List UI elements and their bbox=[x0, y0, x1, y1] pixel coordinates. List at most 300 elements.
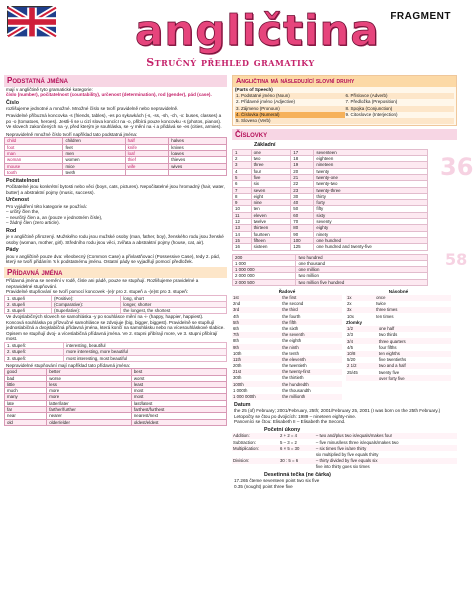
cardinal-row-cell: 6 bbox=[233, 181, 252, 187]
fraction-row-cell bbox=[346, 375, 378, 381]
operation-row-cell: Subtraction: bbox=[233, 439, 256, 445]
ordinal-row-cell: the thirtieth bbox=[282, 375, 304, 381]
big-number-row-cell: one thousand bbox=[296, 260, 428, 266]
article-item: – žádný člen (zero article). bbox=[6, 220, 60, 226]
cardinal-row-cell: 70 bbox=[291, 219, 314, 225]
nouns-categories: číslo (number), počitatelnost (countability), určenost (determination), rod (gender), pád (case). bbox=[6, 92, 212, 98]
plural-row-cell: loaves bbox=[169, 151, 227, 157]
fraction-row-cell: 3/4 bbox=[346, 338, 378, 344]
degree-row-cell: (Positive): bbox=[52, 295, 121, 301]
multiple-row-cell: 10x bbox=[347, 313, 354, 319]
fraction-row-cell: two and a half bbox=[378, 363, 451, 369]
big-number-row-cell: two hundred bbox=[296, 254, 428, 260]
ordinal-row-cell: 7th bbox=[232, 332, 281, 338]
ordinal-row-cell: the thousandth bbox=[282, 387, 311, 393]
ordinal-row-cell: the fourth bbox=[282, 313, 301, 319]
operation-row-cell bbox=[279, 464, 315, 470]
part-of-speech-item: 7. Předložka (Preposition) bbox=[345, 99, 398, 105]
plural-row bbox=[5, 169, 227, 175]
degree-row-cell: longer, shorter bbox=[121, 301, 227, 307]
irregular-row-cell: many bbox=[5, 394, 47, 400]
cardinal-row-cell: eighteen bbox=[314, 156, 428, 162]
cardinal-row-cell: 18 bbox=[291, 156, 314, 162]
irregular-plural-table bbox=[4, 137, 227, 176]
irregular-row-cell: worse bbox=[47, 375, 132, 381]
brand-logo: FRAGMENT bbox=[390, 11, 451, 22]
operation-row-cell: – thirty divided by five equals six bbox=[315, 458, 457, 464]
cardinal-row-cell: 1 bbox=[233, 149, 252, 155]
irregular-row-cell: older/elder bbox=[47, 419, 132, 425]
irregular-row-cell: bad bbox=[5, 375, 47, 381]
multiple-row-cell: 3x bbox=[346, 307, 375, 313]
fraction-row-cell: 5/20 bbox=[347, 357, 356, 363]
irregular-row-cell: little bbox=[5, 381, 47, 387]
plural-row-cell: wife bbox=[125, 163, 169, 169]
irregular-row-cell: most bbox=[131, 394, 226, 400]
parts-heading: Angličtina má následující slovní druhy bbox=[233, 76, 456, 87]
cardinal-row-cell: eighty bbox=[314, 225, 428, 231]
cardinal-row-cell: 16 bbox=[233, 244, 252, 250]
cardinal-row-cell: 7 bbox=[233, 187, 252, 193]
irregular-row-cell: old bbox=[5, 419, 47, 425]
ordinal-row-cell: 100th bbox=[232, 381, 281, 387]
ordinal-row-cell: the tenth bbox=[282, 350, 299, 356]
plural-row-cell: thieves bbox=[169, 157, 227, 163]
ordinal-row-cell: the twentieth bbox=[282, 363, 307, 369]
cardinal-row-cell: 80 bbox=[291, 225, 314, 231]
irregular-row-cell: nearer bbox=[47, 413, 132, 419]
periphrastic-row-cell: 3. stupeň: bbox=[5, 355, 64, 361]
cardinal-row-cell: five bbox=[251, 174, 291, 180]
cardinal-row bbox=[233, 244, 428, 250]
ordinal-row-cell: the third bbox=[281, 307, 342, 313]
cardinal-row-cell: seventeen bbox=[314, 149, 428, 155]
cardinal-row-cell: 11 bbox=[233, 212, 252, 218]
number-text: rozlišujeme jednotné a množné. Množné číslo se tvoří pravidelně nebo nepravidelně. bbox=[6, 105, 179, 111]
big-numbers-table bbox=[232, 254, 428, 286]
monarchs-text: Panovníci se čtou: Elisabeth II – Elisabeth the Second. bbox=[234, 419, 346, 425]
fraction-row-cell: over forty five bbox=[378, 375, 451, 381]
irregular-comparison-table bbox=[4, 368, 227, 426]
irregular-row-cell: more bbox=[47, 394, 132, 400]
cardinal-row-cell: six bbox=[251, 181, 291, 187]
operation-row-cell: Division: bbox=[232, 458, 279, 464]
plural-row-cell: mice bbox=[63, 163, 125, 169]
periphrastic-table bbox=[4, 342, 227, 362]
big-number-row bbox=[233, 279, 428, 285]
cardinal-row-cell: 125 bbox=[291, 244, 314, 250]
cardinal-table bbox=[232, 149, 428, 251]
multiples-fractions bbox=[346, 289, 451, 400]
multiples-table bbox=[346, 289, 451, 319]
operations-subheading: Početní úkony bbox=[264, 426, 301, 433]
irregular-comparison-intro: Nepravidelné stupňování mají například tato přídavná jména: bbox=[6, 362, 131, 368]
plural-row-cell: feet bbox=[63, 144, 125, 150]
ordinal-row-cell: 11th bbox=[232, 356, 281, 362]
cardinal-row-cell: fourteen bbox=[251, 231, 291, 237]
fraction-row-cell: four fifths bbox=[378, 344, 397, 350]
cardinal-row-cell: 90 bbox=[291, 231, 314, 237]
article-list bbox=[4, 209, 227, 226]
periphrastic-row-cell: interesting, beautiful bbox=[64, 342, 227, 348]
periphrastic-row-cell: 2. stupeň: bbox=[5, 349, 64, 355]
cardinal-row-cell: 8 bbox=[233, 193, 252, 199]
parts-subheading: (Parts of Speech) bbox=[235, 86, 273, 92]
big-number-row-cell: 2 000 000 bbox=[233, 273, 296, 279]
plural-row-cell: child bbox=[5, 138, 63, 144]
cardinal-row-cell: nineteen bbox=[314, 162, 428, 168]
big-number-row-cell: 1 000 000 bbox=[233, 267, 296, 273]
operation-row-cell: five into thirty goes six times bbox=[315, 464, 370, 470]
ordinal-row-cell: the seventh bbox=[281, 332, 342, 338]
cardinal-row-cell: 4 bbox=[233, 168, 252, 174]
multiple-row-cell: three times bbox=[375, 307, 451, 313]
operation-row-cell: 2 + 2 = 4 bbox=[279, 433, 315, 439]
ordinal-row-cell: the hundredth bbox=[281, 381, 342, 387]
operations-table bbox=[232, 433, 457, 470]
cardinal-row-cell: 10 bbox=[233, 206, 252, 212]
cardinal-row-cell: 23 bbox=[291, 187, 314, 193]
article-item: – neurčitý člen a, an (pouze v jednotném čísle), bbox=[6, 214, 103, 220]
multiple-row-cell: 1x bbox=[346, 295, 375, 301]
ordinal-row bbox=[232, 394, 342, 400]
years-text: Letopočty se čtou po dvojicích: 1989 – nineteen eighty-nine. bbox=[234, 413, 357, 419]
fraction-row-cell: 2 1/2 bbox=[346, 363, 378, 369]
cardinal-subheading: Základní bbox=[254, 142, 276, 149]
regular-plural-text: Pravidelné příbuzná koncovka -s (friends, tables), -es po sykavkách (-s, -ss, -sh, -ch, -x: buses, classes) a po -o (tomatoes, heroes). Jestli-li se u cizí slova koncícI na -o, přibírá pouze koncovku -s (photos, pianos). Ve slovech zakončených na -y, před kterým je souhláska, se -y mění na -i a přidává se -es (cities, armies). bbox=[6, 113, 222, 130]
operation-row-cell bbox=[232, 464, 279, 470]
plural-row-cell bbox=[125, 169, 169, 175]
cardinal-row-cell: nine bbox=[251, 200, 291, 206]
cardinal-row-cell: 3 bbox=[233, 162, 252, 168]
fraction-row-cell: five twentieths bbox=[378, 357, 407, 363]
decorative-number-58: 58 bbox=[445, 250, 468, 269]
irregular-row-cell: latter/later bbox=[47, 400, 132, 406]
adjectives-text-1: Přídavná jména se nemění v rodě, čísle ani pádě, pouze se stupňují. Rozlišujeme pravidelné a nepravidelné stupňování. bbox=[6, 278, 199, 289]
gender-subheading: Rod bbox=[6, 227, 17, 234]
ordinal-row-cell: 21st bbox=[232, 369, 281, 375]
cardinal-row-cell: twelve bbox=[251, 219, 291, 225]
countability-subheading: Počitatelnost bbox=[6, 178, 40, 185]
decimal-item: 0.35 (nought) point three five bbox=[234, 483, 293, 489]
operation-row-cell: 6 × 5 = 30 bbox=[279, 445, 315, 451]
degree-row-cell: 1. stupeň bbox=[5, 295, 52, 301]
degree-row-cell: (Comparative): bbox=[52, 301, 121, 307]
plural-row-cell: teeth bbox=[63, 169, 125, 175]
part-of-speech-item: 2. Přídavné jméno (Adjective) bbox=[236, 99, 296, 105]
ordinal-row-cell: 20th bbox=[233, 363, 242, 369]
irregular-row-cell: least bbox=[131, 381, 226, 387]
periphrastic-row bbox=[5, 355, 227, 361]
gender-text: je v angličtině přirozený. Mužského rodu jsou mužské osoby (man, father, boy), ženského rodu jsou ženské osoby (woman, mother, girl). Středního rodu jsou věci, zvířata a abstraktní pojmy (house, cat, air). bbox=[6, 234, 224, 245]
irregular-row-cell: near bbox=[5, 413, 47, 419]
irregular-row-cell: farthest/furthest bbox=[131, 406, 226, 412]
nouns-intro: mají v angličtině tyto gramatické kategorie: bbox=[6, 86, 93, 92]
cardinal-row-cell: eight bbox=[251, 193, 291, 199]
countability-text: Počitatelné jsou konkrétní bytosti nebo věci (boys, cats, pictures). Nepočitatelné jsou hromadný (hair, water, butter) a abstraktní pojmy (music, success). bbox=[6, 184, 225, 195]
plural-row-cell: wives bbox=[169, 163, 227, 169]
cardinal-row-cell: three bbox=[251, 162, 291, 168]
big-number-row-cell: two million bbox=[296, 273, 428, 279]
periphrastic-row-cell: 1. stupeň: bbox=[5, 342, 64, 348]
plural-row-cell: men bbox=[63, 151, 125, 157]
fraction-row-cell: twenty five bbox=[378, 369, 400, 375]
cardinal-row-cell: 14 bbox=[233, 231, 252, 237]
degrees-table bbox=[4, 295, 227, 315]
degree-row-cell: the longest, the shortest bbox=[121, 308, 227, 314]
degree-row-cell: long, short bbox=[121, 295, 227, 301]
date-text: the 25 (of) February; 2001/February, 25th; 2001/February 25, 2001 (I was born on the 25th February.) bbox=[234, 408, 441, 414]
cardinal-row-cell: ten bbox=[251, 206, 291, 212]
ordinal-row-cell: 8th bbox=[233, 338, 239, 344]
ordinal-row-cell: 1st bbox=[232, 295, 281, 301]
cardinal-row-cell: twenty-two bbox=[314, 181, 428, 187]
cardinal-row-cell: sixty bbox=[314, 212, 428, 218]
cardinal-row-cell: 30 bbox=[291, 193, 314, 199]
multiple-row-cell: ten times bbox=[376, 313, 394, 319]
cardinal-row-cell: 5 bbox=[233, 174, 252, 180]
big-number-row-cell: one million bbox=[296, 267, 428, 273]
ordinal-row-cell: the eighth bbox=[282, 338, 302, 344]
right-column bbox=[232, 75, 457, 489]
fractions-table bbox=[346, 320, 451, 381]
ordinal-row-cell: the twenty-first bbox=[281, 369, 342, 375]
fraction-row-cell: 1/2 bbox=[346, 326, 378, 332]
decimal-item: 17.265 čteme seventeen point two six five bbox=[234, 478, 320, 484]
big-number-row-cell: two million five hundred bbox=[296, 279, 428, 285]
page-subtitle: Stručný přehled gramatiky bbox=[146, 56, 315, 69]
operation-row-cell: – two and/plus two is/equals/makes four bbox=[315, 433, 457, 439]
ordinal-row-cell: the millionth bbox=[281, 394, 342, 400]
plural-row-cell: foot bbox=[5, 144, 63, 150]
decimal-subheading: Desetinná tečka (ne čárka) bbox=[264, 472, 331, 479]
cardinal-row-cell: thirteen bbox=[251, 225, 291, 231]
adjectives-text-2: Pravidelné stupňování se tvoří pomocí koncovek -(e)r pro 2. stupeň a -(e)st pro 3. stupeň: bbox=[6, 289, 189, 295]
uk-flag-icon bbox=[7, 6, 55, 36]
cardinal-row-cell: one hundred and twenty-five bbox=[314, 244, 428, 250]
plural-row-cell: halves bbox=[169, 138, 227, 144]
irregular-row-cell: oldest/eldest bbox=[131, 419, 226, 425]
decimal-list bbox=[232, 478, 457, 489]
adjectives-text-4: Koncová souhláska po přízvučné samohlásce se zdvojuje (big, bigger, biggest). Pravidelně se stupňují jednoslabičná a dvojslabičná přídavná jména, která končí na samohlásku nebo na vícesouhláskové slabice. bbox=[6, 319, 225, 331]
nouns-heading: Podstatná jména bbox=[4, 75, 227, 87]
plural-row-cell: man bbox=[5, 151, 63, 157]
cardinal-row-cell: one hundred bbox=[314, 237, 428, 243]
cardinal-row-cell: 9 bbox=[233, 200, 252, 206]
ordinal-row-cell: 10th bbox=[233, 350, 242, 356]
ordinal-row-cell: the ninth bbox=[281, 344, 342, 350]
ordinal-subheading: Řadové bbox=[278, 289, 296, 295]
cardinal-row-cell: twenty-one bbox=[314, 174, 428, 180]
operation-row-cell: Addition: bbox=[232, 433, 279, 439]
ordinal-row-cell: 3rd bbox=[232, 307, 281, 313]
header bbox=[0, 0, 461, 74]
part-of-speech-item: 6. Příslovce (Adverb) bbox=[345, 93, 455, 99]
operation-row-cell: Multiplication: bbox=[232, 445, 279, 451]
page-title: angličtina bbox=[135, 6, 380, 55]
plural-row-cell: knives bbox=[169, 144, 227, 150]
fraction-row-cell: 10/8 bbox=[346, 351, 378, 357]
cardinal-row-cell: 15 bbox=[233, 237, 252, 243]
ordinal-row-cell: 4th bbox=[233, 313, 239, 319]
irregular-row-cell: less bbox=[47, 381, 132, 387]
cardinal-row-cell: 12 bbox=[233, 219, 252, 225]
fraction-row-cell: two thirds bbox=[378, 332, 398, 338]
cardinal-row-cell: 17 bbox=[291, 149, 314, 155]
multiple-row-cell: twice bbox=[376, 301, 386, 307]
ordinal-row-cell: the sixth bbox=[282, 325, 299, 331]
ordinal-row-cell: the eleventh bbox=[281, 356, 342, 362]
cardinal-row-cell: twenty-three bbox=[314, 187, 428, 193]
ordinal-row-cell: 30th bbox=[233, 375, 242, 381]
determination-subheading: Určenost bbox=[6, 197, 29, 204]
operation-row-cell: 30 : 5 = 6 bbox=[279, 458, 315, 464]
determination-text: Pro vyjádření této kategorie se používá: bbox=[6, 203, 87, 209]
case-text: jsou v angličtině pouze dva: všeobecný (Common Case) a přivlastňovací (Possessive Case), tedy 2. pád, který se tvoří přidáním 's k podstatnému jménu. Ostatní pády se vyjadřují pomocí předložek. bbox=[6, 253, 220, 264]
multiple-row-cell: once bbox=[375, 295, 451, 301]
plural-row-cell: women bbox=[63, 157, 125, 163]
article-item: – určitý člen the, bbox=[6, 209, 40, 215]
irregular-row-cell: most bbox=[131, 388, 226, 394]
fractions-subheading: Zlomky bbox=[346, 320, 363, 326]
cardinal-row-cell: 40 bbox=[291, 200, 314, 206]
ordinals-section bbox=[232, 289, 457, 400]
plural-row-cell: loaf bbox=[125, 151, 169, 157]
cardinal-row-cell: 21 bbox=[291, 174, 314, 180]
part-of-speech-item: 3. Zájmeno (Pronoun) bbox=[235, 106, 345, 112]
ordinal-row-cell: 9th bbox=[232, 344, 281, 350]
irregular-row-cell: far bbox=[5, 406, 47, 412]
plural-row-cell: woman bbox=[5, 157, 63, 163]
part-of-speech-item: 8. Spojka (Conjunction) bbox=[345, 106, 455, 112]
part-of-speech-item: 4. Číslovka (Numeral) bbox=[235, 112, 345, 118]
cardinal-row-cell: four bbox=[251, 168, 291, 174]
irregular-row-cell: more bbox=[47, 388, 132, 394]
irregular-row-cell: best bbox=[131, 369, 226, 375]
plural-row-cell bbox=[169, 169, 227, 175]
case-subheading: Pády bbox=[6, 247, 19, 254]
fraction-row-cell: one half bbox=[378, 326, 451, 332]
cardinal-row-cell: 100 bbox=[291, 237, 314, 243]
plural-row-cell: knife bbox=[125, 144, 169, 150]
operation-row-cell: 5 – 3 = 2 bbox=[280, 439, 297, 445]
periphrastic-row-cell: more interesting, more beautiful bbox=[64, 349, 227, 355]
decorative-number-36: 36 bbox=[440, 153, 473, 181]
cardinal-row-cell: eleven bbox=[251, 212, 291, 218]
cardinal-row-cell: sixteen bbox=[251, 244, 291, 250]
ordinal-row-cell: 6th bbox=[233, 325, 239, 331]
big-number-row-cell: 2 000 500 bbox=[233, 279, 296, 285]
big-number-row-cell: 200 bbox=[233, 254, 296, 260]
plural-row-cell: thief bbox=[125, 157, 169, 163]
degree-row-cell: 2. stupeň bbox=[5, 301, 52, 307]
cardinal-row-cell: forty bbox=[314, 200, 428, 206]
plural-row-cell: half bbox=[125, 138, 169, 144]
irregular-plural-intro: Nepravidelně množné číslo tvoří například tato podstatná jména: bbox=[6, 131, 138, 137]
left-column bbox=[4, 75, 227, 426]
fraction-row-cell: 4/5 bbox=[347, 344, 353, 350]
degree-row-cell: 3. stupeň bbox=[5, 308, 52, 314]
fraction-row-cell: 2/3 bbox=[347, 332, 353, 338]
multiple-row-cell: 2x bbox=[347, 301, 352, 307]
operation-row-cell: six multiplied by five equals thirty bbox=[315, 451, 379, 457]
cardinal-row-cell: ninety bbox=[314, 231, 428, 237]
cardinal-row-cell: 50 bbox=[291, 206, 314, 212]
cardinal-row-cell: 19 bbox=[291, 162, 314, 168]
cardinal-row-cell: 13 bbox=[233, 225, 252, 231]
big-number-row-cell: 1 000 bbox=[233, 260, 296, 266]
ordinal-table bbox=[232, 289, 342, 400]
cardinal-row-cell: fifteen bbox=[251, 237, 291, 243]
operation-row-cell: – five minus/less three is/equals/makes two bbox=[315, 439, 399, 445]
fraction-row-cell: 25/45 bbox=[347, 369, 358, 375]
irregular-row-cell: late bbox=[5, 400, 47, 406]
fraction-row bbox=[346, 375, 451, 381]
date-subheading: Datum bbox=[234, 401, 251, 408]
ordinal-row-cell: 5th bbox=[232, 319, 281, 325]
ordinal-row-cell: the first bbox=[281, 295, 342, 301]
adjectives-heading: Přídavná jména bbox=[4, 267, 227, 279]
ordinal-row-cell: 1 000th bbox=[233, 387, 248, 393]
operation-row bbox=[232, 464, 457, 470]
degree-row-cell: (Superlative): bbox=[52, 308, 121, 314]
cardinal-row-cell: 20 bbox=[291, 168, 314, 174]
cardinal-row-cell: thirty bbox=[314, 193, 428, 199]
part-of-speech-item bbox=[345, 118, 455, 124]
parts-of-speech-box bbox=[232, 75, 457, 126]
part-of-speech-item: 9. Citoslovce (Interjection) bbox=[345, 111, 398, 117]
fraction-row-cell: ten eighths bbox=[378, 351, 451, 357]
cardinal-row-cell: one bbox=[251, 149, 291, 155]
parts-list bbox=[233, 92, 456, 124]
multiples-subheading: Násobné bbox=[388, 289, 409, 295]
number-subheading: Číslo bbox=[6, 99, 19, 106]
plural-row-cell: mouse bbox=[5, 163, 63, 169]
ordinal-row-cell: the second bbox=[282, 301, 304, 307]
cardinal-row-cell: 60 bbox=[291, 212, 314, 218]
irregular-row bbox=[5, 419, 227, 425]
cardinal-row-cell: 2 bbox=[233, 156, 252, 162]
multiple-row bbox=[346, 313, 451, 319]
cardinal-row-cell: two bbox=[251, 156, 291, 162]
irregular-row-cell: better bbox=[47, 369, 132, 375]
cardinal-row-cell: seventy bbox=[314, 219, 428, 225]
adjectives-text-5: Opisem se stupňují dvoj- a víceslabičná přídavná jména. Ve 2. stupni přibírají more, ve 3. stupni přibírají most. bbox=[6, 330, 218, 342]
part-of-speech-item: 5. Sloveso (Verb) bbox=[235, 118, 345, 124]
ordinal-row-cell: 1 000 000th bbox=[232, 394, 281, 400]
fraction-row-cell: three quarters bbox=[378, 338, 451, 344]
plural-row-cell: tooth bbox=[5, 169, 63, 175]
irregular-row-cell: good bbox=[5, 369, 47, 375]
numerals-heading: Číslovky bbox=[232, 129, 457, 141]
adjectives-text-3: Ve dvojslabičných slovech se samohláska -y po souhlásce mění na -i- (happy, happier, happiest). bbox=[6, 314, 204, 320]
periphrastic-row-cell: most interesting, most beautiful bbox=[64, 355, 227, 361]
cardinal-row-cell: 22 bbox=[291, 181, 314, 187]
irregular-row-cell: worst bbox=[131, 375, 226, 381]
cardinal-row-cell: twenty bbox=[314, 168, 428, 174]
part-of-speech-item: 1. Podstatné jméno (Noun) bbox=[235, 93, 345, 99]
irregular-row-cell: much bbox=[5, 388, 47, 394]
cardinal-row-cell: fifty bbox=[314, 206, 428, 212]
operation-row-cell: – six times five is/are thirty bbox=[315, 445, 457, 451]
ordinal-row-cell: the fifth bbox=[281, 319, 342, 325]
irregular-row-cell: last/latest bbox=[131, 400, 226, 406]
irregular-row-cell: farther/further bbox=[47, 406, 132, 412]
plural-row-cell: children bbox=[63, 138, 125, 144]
cardinal-row-cell: seven bbox=[251, 187, 291, 193]
degree-row bbox=[5, 308, 227, 314]
ordinal-row-cell: 2nd bbox=[233, 301, 241, 307]
